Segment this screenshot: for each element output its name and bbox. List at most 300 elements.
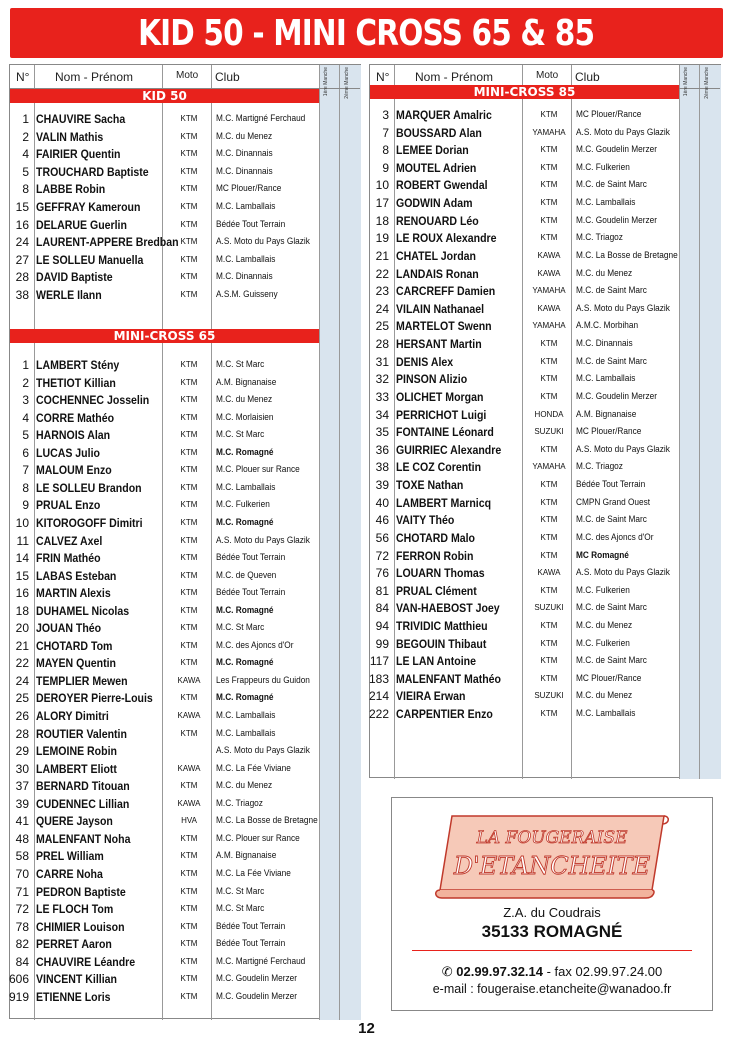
rider-number: 17 [375, 196, 389, 211]
table-row [370, 246, 679, 264]
rider-name: RENOUARD Léo [396, 213, 479, 228]
rider-club: MC Plouer/Rance [576, 672, 642, 683]
rider-number: 10 [15, 515, 29, 530]
rider-club: A.S. Moto du Pays Glazik [576, 443, 670, 454]
rider-moto: KTM [540, 444, 558, 454]
table-row [10, 513, 319, 531]
rider-club: M.C. Romagné [216, 446, 274, 457]
rider-name: MAYEN Quentin [36, 656, 116, 671]
rider-club: M.C. Fulkerien [576, 637, 630, 648]
rider-club: M.C. La Bosse de Bretagne [216, 815, 318, 826]
rider-moto: KTM [180, 395, 198, 405]
rider-club: M.C. Dinannais [216, 148, 273, 159]
rider-name: VINCENT Killian [36, 972, 117, 987]
rider-number: 606 [8, 972, 29, 987]
rider-moto: KTM [540, 480, 558, 490]
table-row [370, 457, 679, 475]
rider-name: OLICHET Morgan [396, 389, 484, 404]
rider-number: 29 [15, 744, 29, 759]
rider-name: LAMBERT Eliott [36, 761, 117, 776]
rider-number: 27 [15, 252, 29, 267]
rider-number: 26 [15, 709, 29, 723]
table-row [10, 443, 319, 461]
rider-name: LEMOINE Robin [36, 744, 117, 759]
rider-moto: KTM [180, 272, 198, 282]
table-row [370, 686, 679, 704]
rider-number: 99 [375, 636, 389, 651]
rider-club: M.C. Triagoz [216, 797, 263, 808]
rider-name: DELARUE Guerlin [36, 217, 127, 232]
rider-moto: KTM [180, 131, 198, 141]
rider-number: 81 [375, 583, 389, 598]
rider-moto: KTM [180, 465, 198, 475]
rider-club: A.S. Moto du Pays Glazik [216, 534, 310, 545]
rider-moto: KTM [180, 570, 198, 580]
rider-number: 28 [15, 726, 29, 741]
rider-moto: SUZUKI [534, 603, 564, 613]
rider-number: 56 [375, 530, 389, 545]
rider-number: 25 [15, 691, 29, 706]
rider-moto: KTM [180, 184, 198, 194]
rider-name: VILAIN Nathanael [396, 301, 485, 316]
rider-moto: KTM [180, 553, 198, 563]
rider-club: A.M.C. Morbihan [576, 320, 639, 331]
rider-moto: KTM [540, 110, 558, 119]
rider-name: ETIENNE Loris [36, 989, 111, 1004]
rider-moto: KTM [540, 233, 558, 243]
rider-name: QUERE Jayson [36, 814, 113, 829]
rider-name: TRIVIDIC Matthieu [396, 618, 488, 633]
rider-name: PRUAL Enzo [36, 498, 101, 513]
rider-club: A.S. Moto du Pays Glazik [576, 302, 670, 313]
fougeraise-logo [432, 808, 672, 903]
table-row [370, 669, 679, 687]
rider-club: M.C. Plouer sur Rance [216, 464, 300, 475]
rider-name: BOUSSARD Alan [396, 125, 482, 140]
rider-club: M.C. Triagoz [576, 461, 623, 472]
rider-club: M.C. de Saint Marc [576, 179, 647, 190]
table-row [10, 583, 319, 601]
table-row [10, 109, 319, 127]
table-row [370, 140, 679, 158]
rider-number: 72 [15, 902, 29, 917]
table-row [10, 478, 319, 496]
rider-name: ROBERT Gwendal [396, 178, 488, 193]
rider-club: M.C. du Menez [576, 690, 633, 701]
rider-number: 84 [375, 601, 389, 616]
rider-moto: KTM [180, 202, 198, 211]
rider-club: M.C. des Ajoncs d'Or [216, 639, 294, 650]
rider-number: 4 [22, 147, 29, 162]
rider-moto: KTM [180, 904, 198, 914]
rider-name: VIEIRA Erwan [396, 689, 466, 704]
rider-number: 38 [375, 460, 389, 475]
column-divider [339, 65, 340, 1020]
rider-moto: KTM [180, 833, 198, 843]
header-num: N° [376, 70, 390, 84]
rider-club: M.C. du Menez [216, 394, 273, 405]
rider-moto: KTM [540, 391, 558, 401]
header-name: Nom - Prénom [55, 70, 134, 84]
table-row [370, 634, 679, 652]
table-row [10, 531, 319, 549]
rider-number: 2 [22, 129, 29, 144]
manche-2-column [340, 65, 361, 1020]
rider-moto: KTM [180, 360, 198, 369]
table-row [10, 969, 319, 987]
table-row [10, 460, 319, 478]
section-title-mini65: MINI-CROSS 65 [10, 329, 319, 343]
rider-number: 48 [15, 831, 29, 846]
rider-moto: KTM [540, 180, 558, 190]
rider-club: M.C. Plouer sur Rance [216, 832, 300, 843]
table-row [370, 510, 679, 528]
header-manche-2: 2ème Manche [344, 67, 350, 99]
rider-name: MALENFANT Noha [36, 831, 131, 846]
table-row [370, 228, 679, 246]
rider-number: 38 [15, 288, 29, 302]
rider-club: A.S. Moto du Pays Glazik [576, 567, 670, 578]
table-row [370, 475, 679, 493]
rider-number: 7 [22, 463, 29, 478]
rider-club: M.C. Dinannais [216, 165, 273, 176]
rider-name: LANDAIS Ronan [396, 266, 479, 281]
rider-moto: SUZUKI [534, 427, 564, 437]
rider-name: TROUCHARD Baptiste [36, 164, 149, 179]
rider-name: JOUAN Théo [36, 621, 102, 636]
header-manche-1: 1ère Manche [323, 67, 329, 97]
rider-name: DAVID Baptiste [36, 270, 113, 285]
rider-name: LAURENT-APPERE Bredban [36, 235, 179, 250]
table-row [370, 493, 679, 511]
rider-club: M.C. St Marc [216, 359, 265, 369]
rider-moto: KTM [180, 658, 198, 668]
rider-club: A.S. Moto du Pays Glazik [216, 745, 310, 756]
rider-moto: KTM [540, 620, 558, 630]
rider-moto: KTM [540, 638, 558, 648]
rider-number: 28 [15, 270, 29, 285]
table-row [10, 618, 319, 636]
table-row [370, 387, 679, 405]
rider-name: WERLE Ilann [36, 288, 102, 302]
rider-club: M.C. du Menez [216, 130, 273, 141]
rider-name: DEROYER Pierre-Louis [36, 691, 153, 706]
rider-moto: KTM [540, 162, 558, 172]
ad-city: 35133 ROMAGNÉ [481, 922, 623, 941]
table-row [10, 653, 319, 671]
rider-number: 222 [368, 707, 389, 722]
rider-club: Bédée Tout Terrain [576, 479, 646, 490]
table-row [10, 987, 319, 1005]
table-row [370, 651, 679, 669]
rider-club: Bédée Tout Terrain [216, 552, 286, 563]
rider-number: 5 [22, 164, 29, 179]
rider-moto: KAWA [177, 675, 201, 685]
rider-name: PERRICHOT Luigi [396, 407, 487, 422]
rider-moto: KTM [180, 588, 198, 598]
table-row [10, 232, 319, 250]
table-row [10, 373, 319, 391]
rider-number: 36 [375, 442, 389, 457]
rider-name: DUHAMEL Nicolas [36, 603, 130, 618]
rider-club: M.C. de Saint Marc [576, 355, 647, 366]
table-row [10, 846, 319, 864]
rider-number: 82 [15, 937, 29, 952]
rider-number: 25 [375, 319, 389, 334]
rider-club: M.C. St Marc [216, 885, 265, 896]
ad-separator [412, 950, 692, 951]
rider-number: 21 [375, 248, 389, 263]
table-row [370, 528, 679, 546]
page-number: 12 [358, 1020, 375, 1037]
rider-number: 18 [375, 213, 389, 228]
table-row [370, 281, 679, 299]
table-row [10, 127, 319, 145]
rider-club: MC Plouer/Rance [576, 426, 642, 437]
rider-number: 21 [15, 638, 29, 653]
rider-moto: KTM [540, 145, 558, 155]
rider-name: ALORY Dimitri [36, 709, 109, 723]
rider-club: M.C. Goudelin Merzer [216, 990, 297, 1001]
rider-club: M.C. Goudelin Merzer [576, 144, 657, 155]
rider-number: 8 [22, 480, 29, 495]
section-title-kid50: KID 50 [10, 89, 319, 103]
rider-club: M.C. Lamballais [576, 197, 636, 208]
rider-club: MC Plouer/Rance [576, 109, 642, 119]
rider-number: 183 [368, 671, 389, 686]
rider-number: 23 [375, 284, 389, 299]
rider-number: 71 [15, 884, 29, 899]
rider-name: MARTIN Alexis [36, 586, 111, 601]
rider-name: CORRE Mathéo [36, 410, 115, 425]
rider-moto: SUZUKI [534, 691, 564, 701]
rider-number: 22 [375, 266, 389, 281]
table-row [10, 934, 319, 952]
header-manche-1: 1ère Manche [683, 67, 689, 97]
table-row [10, 899, 319, 917]
rider-moto: KTM [180, 974, 198, 984]
rider-moto: KTM [180, 500, 198, 510]
rider-moto: KTM [180, 781, 198, 791]
rider-name: FONTAINE Léonard [396, 425, 494, 440]
table-row [10, 952, 319, 970]
table-row [370, 316, 679, 334]
rider-name: MARTELOT Swenn [396, 319, 492, 334]
rider-moto: KTM [180, 517, 198, 527]
rider-name: FERRON Robin [396, 548, 474, 563]
rider-number: 22 [15, 656, 29, 671]
rider-club: M.C. Romagné [216, 657, 274, 668]
table-row [10, 811, 319, 829]
rider-name: FAIRIER Quentin [36, 147, 121, 162]
rider-name: GUIRRIEC Alexandre [396, 442, 502, 457]
rider-name: CUDENNEC Lillian [36, 796, 130, 811]
rider-club: M.C. Romagné [216, 516, 274, 527]
table-row [370, 616, 679, 634]
rider-name: BEGOUIN Thibaut [396, 636, 487, 651]
rider-club: M.C. Goudelin Merzer [576, 214, 657, 225]
rider-number: 7 [382, 125, 389, 140]
rider-number: 41 [15, 814, 29, 829]
header-name: Nom - Prénom [415, 70, 494, 84]
rider-name: PINSON Alizio [396, 372, 468, 387]
manche-2-column [700, 65, 721, 779]
rider-club: M.C. Lamballais [216, 710, 276, 720]
rider-moto: KTM [180, 219, 198, 229]
rider-number: 33 [375, 389, 389, 404]
header-club: Club [215, 70, 240, 84]
rider-club: M.C. des Ajoncs d'Or [576, 531, 654, 542]
rider-moto: KTM [180, 447, 198, 457]
rider-number: 31 [375, 354, 389, 369]
rider-number: 39 [15, 796, 29, 811]
rider-name: PEDRON Baptiste [36, 884, 126, 899]
rider-moto: KTM [180, 166, 198, 176]
rider-number: 117 [369, 654, 389, 669]
rider-name: VALIN Mathis [36, 129, 104, 144]
table-row [10, 215, 319, 233]
rider-club: M.C. Goudelin Merzer [576, 390, 657, 401]
rider-name: CHAUVIRE Léandre [36, 954, 136, 969]
table-row [370, 105, 679, 123]
rider-moto: KTM [540, 673, 558, 683]
table-row [10, 566, 319, 584]
rider-moto: KTM [180, 412, 198, 422]
rider-name: DENIS Alex [396, 354, 454, 369]
rider-club: Les Frappeurs du Guidon [216, 674, 310, 685]
rider-moto: KAWA [177, 763, 201, 773]
rider-number: 19 [375, 231, 389, 246]
rider-number: 16 [15, 217, 29, 232]
rider-name: MALOUM Enzo [36, 463, 112, 478]
rider-number: 72 [375, 548, 389, 563]
rider-number: 94 [375, 618, 389, 633]
rider-name: MARQUER Amalric [396, 108, 492, 122]
rider-number: 1 [22, 358, 29, 372]
rider-moto: KTM [180, 430, 198, 440]
rider-name: TEMPLIER Mewen [36, 673, 128, 688]
rider-moto: KAWA [177, 798, 201, 808]
rider-number: 28 [375, 337, 389, 352]
rider-club: M.C. Fulkerien [576, 161, 630, 172]
rider-name: THETIOT Killian [36, 375, 116, 390]
column-divider [319, 65, 320, 1020]
table-row [10, 688, 319, 706]
rider-club: M.C. La Bosse de Bretagne [576, 249, 678, 260]
rider-number: 14 [15, 551, 29, 566]
rider-club: A.M. Bignanaise [576, 408, 637, 419]
table-row [10, 601, 319, 619]
table-row [10, 741, 319, 759]
table-row [10, 759, 319, 777]
rider-name: KITOROGOFF Dimitri [36, 515, 143, 530]
rider-club: M.C. du Menez [576, 619, 633, 630]
rider-club: M.C. La Fée Viviane [216, 867, 291, 878]
table-row [370, 405, 679, 423]
rider-moto: HONDA [534, 409, 564, 419]
table-row [370, 211, 679, 229]
manche-1-column [320, 65, 339, 1020]
table-row [10, 636, 319, 654]
table-row [370, 123, 679, 141]
rider-moto: KTM [540, 515, 558, 525]
table-row [10, 776, 319, 794]
rider-club: A.S.M. Guisseny [216, 289, 278, 299]
rider-number: 18 [15, 603, 29, 618]
table-row [10, 917, 319, 935]
rider-name: CHOTARD Malo [396, 530, 476, 545]
rider-number: 10 [375, 178, 389, 193]
table-row [10, 864, 319, 882]
rider-number: 9 [382, 160, 389, 175]
rider-number: 15 [15, 568, 29, 583]
rider-club: M.C. Dinannais [576, 338, 633, 349]
rider-name: CHOTARD Tom [36, 638, 113, 653]
rider-name: TOXE Nathan [396, 478, 464, 493]
rider-moto: KTM [180, 868, 198, 878]
rider-name: LE FLOCH Tom [36, 902, 114, 917]
rider-name: LE SOLLEU Manuella [36, 252, 144, 267]
rider-moto: KTM [180, 939, 198, 949]
rider-moto: KTM [180, 728, 198, 738]
rider-number: 76 [375, 566, 389, 581]
rider-moto: KTM [540, 215, 558, 225]
rider-moto: KAWA [537, 568, 561, 578]
rider-number: 3 [22, 393, 29, 408]
rider-name: LEMEE Dorian [396, 143, 469, 158]
rider-club: M.C. Lamballais [216, 253, 276, 264]
rider-name: LUCAS Julio [36, 445, 100, 460]
table-row [370, 581, 679, 599]
rider-name: HARNOIS Alan [36, 428, 111, 443]
rider-name: LAMBERT Marnicq [396, 495, 492, 510]
rider-moto: KTM [180, 851, 198, 861]
table-row [10, 425, 319, 443]
rider-name: CARPENTIER Enzo [396, 707, 493, 722]
rider-moto: KTM [180, 640, 198, 650]
rider-club: M.C. La Fée Viviane [216, 762, 291, 773]
table-row [10, 408, 319, 426]
rider-club: Bédée Tout Terrain [216, 920, 286, 931]
column-divider [699, 65, 700, 779]
rider-name: MALENFANT Mathéo [396, 671, 502, 686]
rider-moto: KAWA [537, 268, 561, 278]
rider-name: LAMBERT Stény [36, 358, 120, 372]
table-row [370, 334, 679, 352]
rider-number: 24 [375, 301, 389, 316]
table-row [10, 671, 319, 689]
rider-moto: KTM [180, 482, 198, 492]
rider-name: COCHENNEC Josselin [36, 393, 150, 408]
rider-club: M.C. Morlaisien [216, 411, 274, 422]
header-moto: Moto [176, 70, 199, 81]
rider-number: 214 [368, 689, 389, 704]
header-club: Club [575, 70, 600, 84]
rider-number: 8 [382, 143, 389, 158]
rider-club: A.S. Moto du Pays Glazik [216, 236, 310, 247]
rider-name: PRUAL Clément [396, 583, 477, 598]
table-row [10, 197, 319, 215]
rider-club: M.C. Romagné [216, 692, 274, 703]
rider-club: M.C. Triagoz [576, 232, 623, 243]
ad-email: e-mail : fougeraise.etancheite@wanadoo.fr [432, 982, 672, 996]
rider-moto: KTM [540, 709, 558, 719]
rider-moto: HVA [181, 816, 197, 826]
rider-number: 24 [15, 235, 29, 250]
table-row [10, 267, 319, 285]
table-row [370, 546, 679, 564]
rider-name: CARRE Noha [36, 866, 103, 881]
